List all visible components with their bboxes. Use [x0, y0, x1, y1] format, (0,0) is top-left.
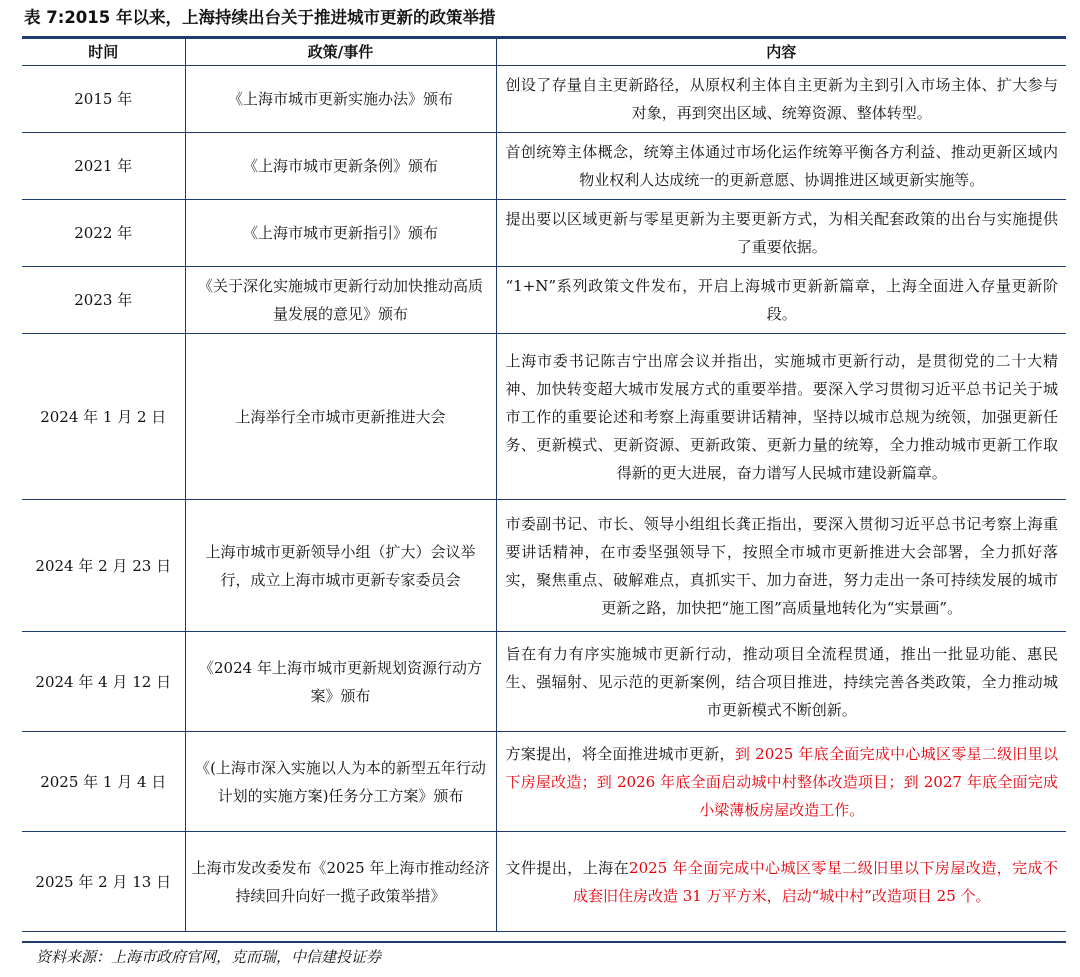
content-text: 创设了存量自主更新路径，从原权利主体自主更新为主到引入市场主体、扩大参与对象，再到突出区域、统筹资源、整体转型。: [505, 76, 1058, 122]
content-text: 上海市委书记陈吉宁出席会议并指出，实施城市更新行动，是贯彻党的二十大精神、加快转变超大城市发展方式的重要举措。要深入学习贯彻习近平总书记关于城市工作的重要论述和考察上海重要讲话精神，坚持以城市总规为统领，加强更新任务、更新模式、更新资源、更新政策、更新力量的统筹，全力推动城市更新工作取得新的更大进展，奋力谱写人民城市建设新篇章。: [505, 351, 1058, 482]
row-event: 《上海市城市更新指引》颁布: [185, 200, 496, 267]
row-content: [496, 200, 1066, 267]
row-time: 2023 年: [22, 267, 185, 334]
row-content: [496, 267, 1066, 334]
table-row: [22, 500, 1066, 632]
row-content: [496, 832, 1066, 932]
row-event: 上海举行全市城市更新推进大会: [185, 334, 496, 500]
header-row: [22, 39, 1066, 66]
row-time: 2024 年 4 月 12 日: [22, 632, 185, 732]
content-text: 市委副书记、市长、领导小组组长龚正指出，要深入贯彻习近平总书记考察上海重要讲话精神，在市委坚强领导下，按照全市城市更新推进大会部署，全力抓好落实，聚焦重点、破解难点，真抓实干、加力奋进，努力走出一条可持续发展的城市更新之路，加快把“施工图”高质量地转化为“实景画”。: [505, 514, 1058, 617]
content-text: 文件提出，上海在: [505, 858, 630, 877]
source-note: 资料来源：上海市政府官网，克而瑞，中信建投证券: [36, 948, 382, 966]
table-row: [22, 732, 1066, 832]
row-event: 《2024 年上海市城市更新规划资源行动方案》颁布: [185, 632, 496, 732]
content-text: 旨在有力有序实施城市更新行动，推动项目全流程贯通，推出一批显功能、惠民生、强辐射、见示范的更新案例，结合项目推进，持续完善各类政策，全力推动城市更新模式不断创新。: [505, 644, 1058, 719]
content-text: 方案提出，将全面推进城市更新，: [505, 744, 735, 763]
table-row: [22, 267, 1066, 334]
header-event: 政策/事件: [185, 39, 496, 66]
row-event: 《上海市城市更新条例》颁布: [185, 133, 496, 200]
row-time: 2015 年: [22, 66, 185, 133]
row-time: 2025 年 2 月 13 日: [22, 832, 185, 932]
table-row: [22, 334, 1066, 500]
table-row: [22, 632, 1066, 732]
table-row: [22, 832, 1066, 932]
row-event: 上海市发改委发布《2025 年上海市推动经济持续回升向好一揽子政策举措》: [185, 832, 496, 932]
content-text: “1+N”系列政策文件发布，开启上海城市更新新篇章，上海全面进入存量更新阶段。: [505, 277, 1058, 323]
row-content: [496, 632, 1066, 732]
table-row: [22, 200, 1066, 267]
row-event: 上海市城市更新领导小组（扩大）会议举行，成立上海市城市更新专家委员会: [185, 500, 496, 632]
content-text: 提出要以区域更新与零星更新为主要更新方式，为相关配套政策的出台与实施提供了重要依据。: [505, 210, 1058, 256]
header-time: 时间: [22, 39, 185, 66]
row-content: [496, 66, 1066, 133]
content-highlight: 到 2025 年底全面完成中心城区零星二级旧里以下房屋改造；到 2026 年底全面启动城中村整体改造项目；到 2027 年底全面完成小梁薄板房屋改造工作。: [505, 744, 1058, 819]
row-time: 2025 年 1 月 4 日: [22, 732, 185, 832]
row-time: 2021 年: [22, 133, 185, 200]
row-event: 《关于深化实施城市更新行动加快推动高质量发展的意见》颁布: [185, 267, 496, 334]
row-time: 2024 年 1 月 2 日: [22, 334, 185, 500]
table-row: [22, 133, 1066, 200]
content-highlight-tail: 完成不成套旧住房改造 31 万平方米，启动“城中村”改造项目 25 个。: [572, 858, 1058, 905]
content-text: 首创统筹主体概念，统筹主体通过市场化运作统筹平衡各方利益、推动更新区域内物业权利人达成统一的更新意愿、协调推进区域更新实施等。: [505, 143, 1058, 189]
content-highlight: 2025 年全面完成中心城区零星二级旧里以下房屋改造，: [629, 858, 1013, 877]
row-event: 《上海市城市更新实施办法》颁布: [185, 66, 496, 133]
row-content: [496, 732, 1066, 832]
bottom-rule: [22, 941, 1066, 943]
policy-table: [22, 39, 1066, 932]
row-content: [496, 133, 1066, 200]
row-time: 2024 年 2 月 23 日: [22, 500, 185, 632]
row-time: 2022 年: [22, 200, 185, 267]
table-row: [22, 66, 1066, 133]
table-title: 表 7:2015 年以来，上海持续出台关于推进城市更新的政策举措: [24, 8, 496, 27]
row-event: 《(上海市深入实施以人为本的新型五年行动计划的实施方案)任务分工方案》颁布: [185, 732, 496, 832]
header-content: 内容: [496, 39, 1066, 66]
row-content: [496, 334, 1066, 500]
row-content: [496, 500, 1066, 632]
